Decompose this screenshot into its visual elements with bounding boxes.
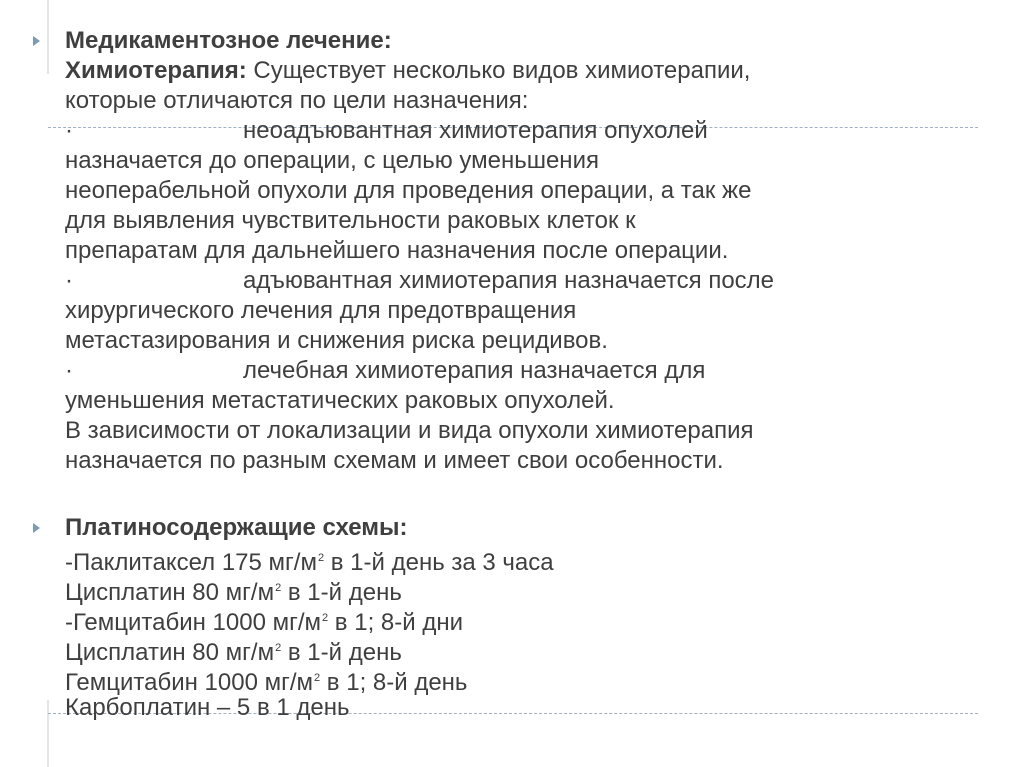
superscript: 2 bbox=[317, 552, 325, 564]
superscript: 2 bbox=[322, 612, 329, 624]
regimen-line: Гемцитабин 1000 $мг/м^2$ в 1; 8-й день bbox=[65, 669, 468, 696]
regimen-line: Цисплатин 80 $мг/м^2$ в 1-й день bbox=[65, 639, 402, 666]
bullet-dot: · bbox=[65, 267, 73, 294]
superscript: 2 bbox=[275, 582, 282, 594]
list-item-text: хирургического лечения для предотвращения bbox=[65, 297, 577, 324]
regimen-line: Цисплатин 80 $мг/м^2$ в 1-й день bbox=[65, 579, 402, 606]
closing-text: назначается по разным схемам и имеет свои особенности. bbox=[65, 447, 724, 474]
list-item: · адъювантная химиотерапия назначается после bbox=[65, 267, 775, 294]
intro-line: которые отличаются по цели назначения: bbox=[65, 87, 529, 114]
platinum-regimens-section bbox=[65, 513, 965, 723]
chemotherapy-section bbox=[65, 26, 965, 476]
superscript: 2 bbox=[275, 642, 282, 654]
list-item: · неоадъювантная химиотерапия опухолей bbox=[65, 117, 708, 144]
intro-line: Химиотерапия: Существует несколько видов химиотерапии, bbox=[65, 57, 751, 84]
closing-text: В зависимости от локализации и вида опухоли химиотерапия bbox=[65, 417, 754, 444]
regimen-line: Карбоплатин – 5 в 1 день bbox=[65, 694, 350, 721]
section-heading: Медикаментозное лечение: bbox=[65, 27, 392, 54]
list-item-text: назначается до операции, с целью уменьшения bbox=[65, 147, 599, 174]
regimen-line: -Гемцитабин 1000 $мг/м^2$ в 1; 8-й дни bbox=[65, 609, 463, 636]
bullet-dot: · bbox=[65, 357, 73, 384]
regimen-line: -Паклитаксел 175 $мг/м^2$ в 1-й день за 3 часа bbox=[65, 549, 554, 576]
subheading: Химиотерапия: bbox=[65, 57, 247, 84]
superscript: 2 bbox=[314, 672, 321, 684]
left-accent-bar-top bbox=[47, 0, 49, 74]
triangle-bullet-icon bbox=[33, 523, 40, 533]
section-heading: Платиносодержащие схемы: bbox=[65, 514, 408, 541]
list-item: · лечебная химиотерапия назначается для bbox=[65, 357, 706, 384]
triangle-bullet-icon bbox=[33, 36, 40, 46]
list-item-text: для выявления чувствительности раковых клеток к bbox=[65, 207, 636, 234]
list-item-text: уменьшения метастатических раковых опухолей. bbox=[65, 387, 615, 414]
bullet-dot: · bbox=[65, 117, 73, 144]
list-item-text: препаратам для дальнейшего назначения после операции. bbox=[65, 237, 729, 264]
left-accent-bar-bottom bbox=[47, 700, 49, 767]
list-item-text: метастазирования и снижения риска рецидивов. bbox=[65, 327, 608, 354]
list-item-text: неоперабельной опухоли для проведения операции, а так же bbox=[65, 177, 752, 204]
